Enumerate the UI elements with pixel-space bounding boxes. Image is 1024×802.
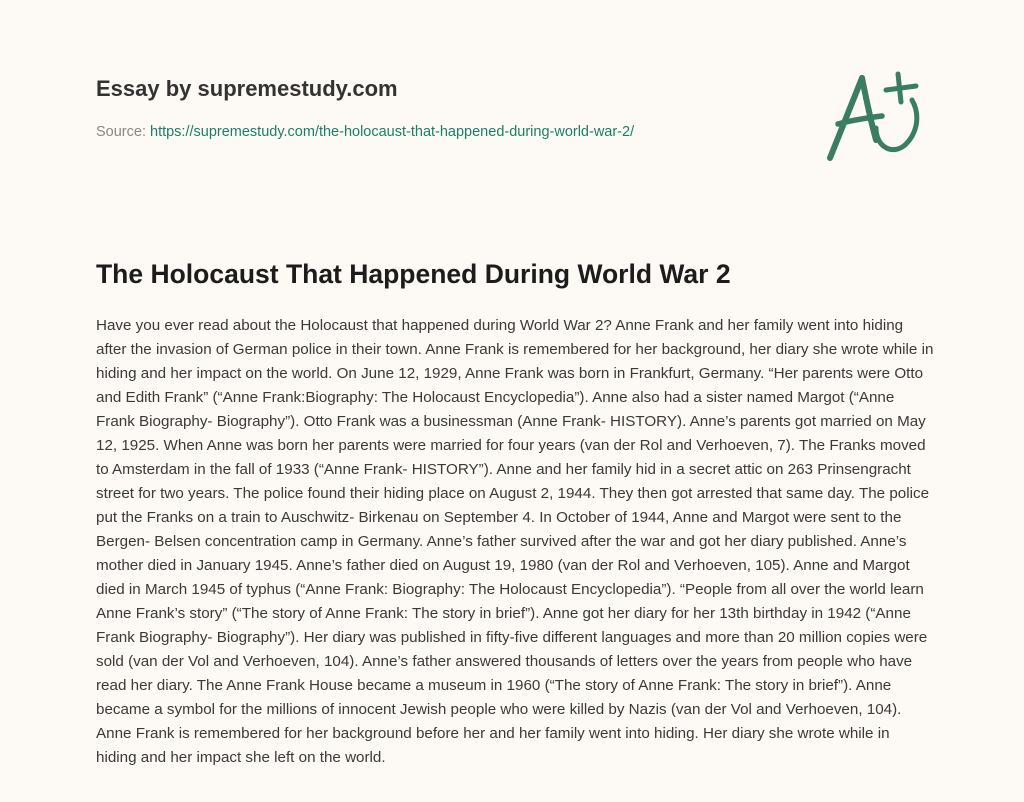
page-header: [96, 74, 634, 142]
source-label: Source:: [96, 124, 150, 140]
source-line: [96, 122, 634, 142]
source-link[interactable]: https://supremestudy.com/the-holocaust-that-happened-during-world-war-2/: [150, 124, 635, 140]
essay-body: Have you ever read about the Holocaust that happened during World War 2? Anne Frank and her family went into hiding after the invasion of German police in their town. Anne Frank is remembered for her background, her diary she wrote while in hiding and her impact on the world. On June 12, 1929, Anne Frank was born in Frankfurt, Germany. “Her parents were Otto and Edith Frank” (“Anne Frank:Biography: The Holocaust Encyclopedia”). Anne also had a sister named Margot (“Anne Frank Biography- Biography”). Otto Frank was a businessman (Anne Frank- HISTORY). Anne’s parents got married on May 12, 1925. When Anne was born her parents were married for four years (van der Rol and Verhoeven, 7). The Franks moved to Amsterdam in the fall of 1933 (“Anne Frank- HISTORY”). Anne and her family hid in a secret attic on 263 Prinsengracht street for two years. The police found their hiding place on August 2, 1944. They then got arrested that same day. The police put the Franks on a train to Auschwitz- Birkenau on September 4. In October of 1944, Anne and Margot were sent to the Bergen- Belsen concentration camp in Germany. Anne’s father survived after the war and got her diary published. Anne’s mother died in January 1945. Anne’s father died on August 19, 1980 (van der Rol and Verhoeven, 105). Anne and Margot died in March 1945 of typhus (“Anne Frank: Biography: The Holocaust Encyclopedia”). “People from all over the world learn Anne Frank’s story” (“The story of Anne Frank: The story in brief”). Anne got her diary for her 13th birthday in 1942 (“Anne Frank Biography- Biography”). Her diary was published in fifty-five different languages and more than 20 million copies were sold (van der Vol and Verhoeven, 104). Anne’s father answered thousands of letters over the years from people who have read her diary. The Anne Frank House became a museum in 1960 (“The story of Anne Frank: The story in brief”). Anne became a symbol for the millions of innocent Jewish people who were killed by Nazis (van der Vol and Verhoeven, 104). Anne Frank is remembered for her background before her and her family went into hiding. Her diary she wrote while in hiding and her impact she left on the world.: [96, 317, 934, 766]
essay-title: The Holocaust That Happened During World War 2: [96, 259, 731, 289]
site-title: Essay by supremestudy.com: [96, 76, 398, 101]
a-plus-grade-icon: [824, 68, 928, 164]
